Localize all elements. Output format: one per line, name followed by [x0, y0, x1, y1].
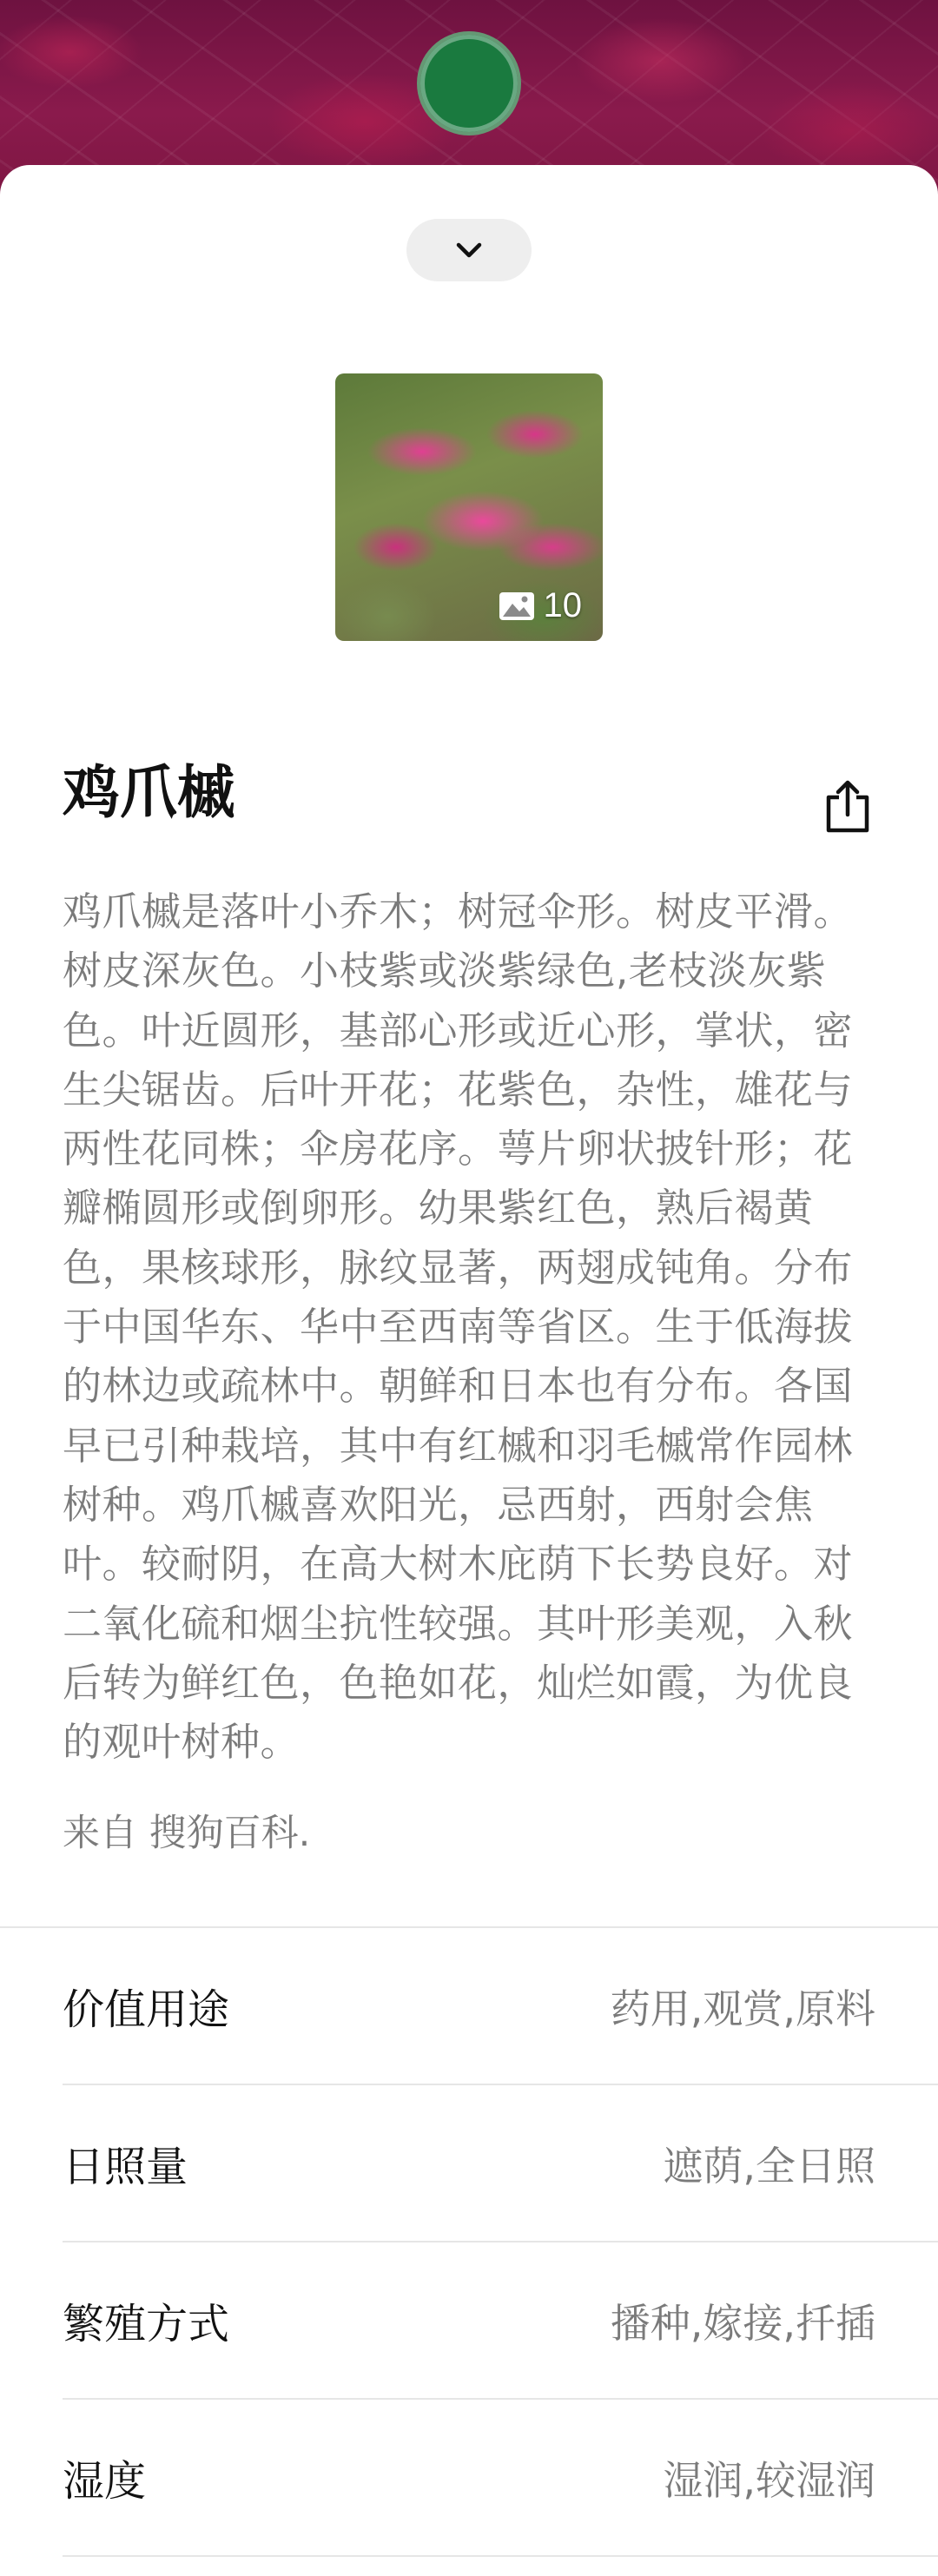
attribute-value: 药用,观赏,原料: [610, 1985, 875, 2032]
share-button[interactable]: [822, 778, 874, 836]
status-indicator-dot[interactable]: [417, 31, 521, 135]
attribute-label: 日照量: [63, 2143, 188, 2191]
attribute-row-value-use: [63, 1928, 938, 2085]
plant-image-thumbnail[interactable]: [335, 373, 603, 641]
detail-sheet: [0, 165, 938, 2576]
attribute-row-humidity: [63, 2400, 938, 2557]
image-count-text: 10: [543, 586, 582, 624]
chevron-down-icon: [453, 240, 485, 261]
share-icon: [822, 778, 874, 836]
attribute-row-propagation: [63, 2242, 938, 2400]
plant-title: 鸡爪槭: [63, 759, 234, 826]
image-icon: [499, 591, 535, 621]
attribute-value: 湿润,较湿润: [663, 2456, 875, 2504]
image-count-badge: [499, 586, 583, 625]
attribute-value: 播种,嫁接,扦插: [610, 2299, 875, 2347]
attribute-label: 价值用途: [63, 1985, 230, 2034]
collapse-button[interactable]: [406, 219, 532, 281]
attribute-row-sunlight: [63, 2085, 938, 2242]
plant-description: 鸡爪槭是落叶小乔木；树冠伞形。树皮平滑。树皮深灰色。小枝紫或淡紫绿色,老枝淡灰紫色。叶近圆形，基部心形或近心形，掌状，密生尖锯齿。后叶开花；花紫色，杂性，雄花与两性花同株；伞房花序。萼片卵状披针形；花瓣椭圆形或倒卵形。幼果紫红色，熟后褐黄色，果核球形，脉纹显著，两翅成钝角。分布于中国华东、华中至西南等省区。生于低海拔的林边或疏林中。朝鲜和日本也有分布。各国早已引种栽培，其中有红槭和羽毛槭常作园林树种。鸡爪槭喜欢阳光，忌西射，西射会焦叶。较耐阴，在高大树木庇荫下长势良好。对二氧化硫和烟尘抗性较强。其叶形美观，入秋后转为鲜红色，色艳如花，灿烂如霞，为优良的观叶树种。: [63, 888, 854, 1766]
attribute-label: 湿度: [63, 2457, 147, 2506]
source-attribution: 来自 搜狗百科.: [63, 1812, 311, 1855]
attribute-label: 繁殖方式: [63, 2300, 230, 2348]
attribute-value: 遮荫,全日照: [663, 2142, 875, 2190]
